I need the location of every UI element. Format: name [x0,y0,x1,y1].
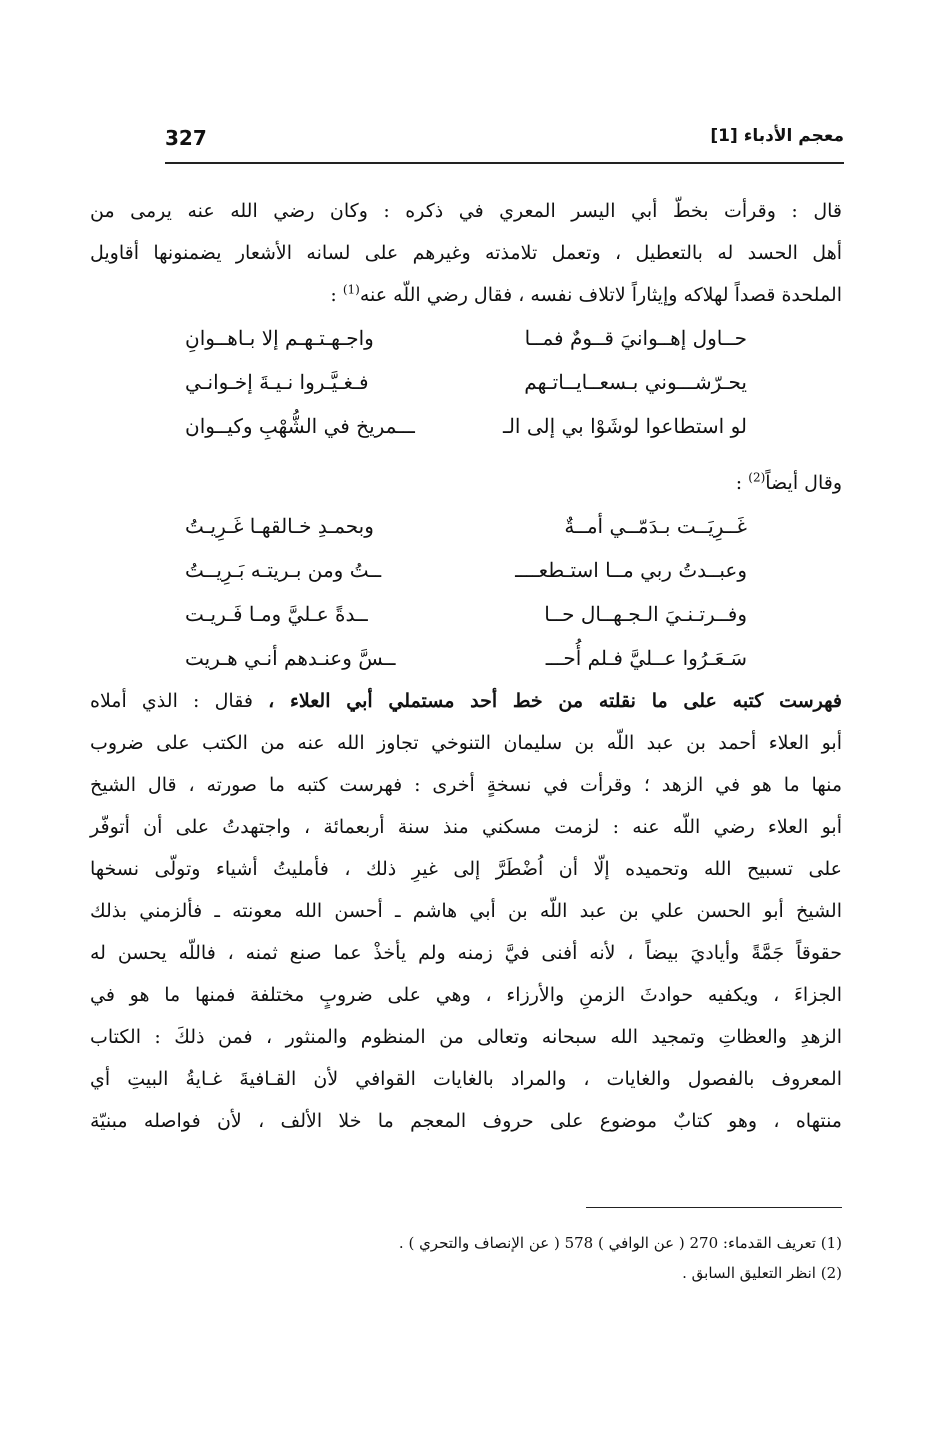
paragraph-2-line-1 [90,680,842,722]
poem-1-verse-2-second-hemistich: فـغـيَّـروا نـيـةَ إخـوانـي [185,370,369,394]
poem-2-verse [185,592,747,636]
paragraph-1-line-3 [90,274,842,316]
poem-1-verse [185,316,747,360]
poem-2-verse-4-first-hemistich: سَـعَـرُوا عــليَّ فـلم أُحـــ [545,646,747,670]
paragraph-2-line: حقوقاً جَمَّةً وأياديَ بيضاً ، لأنه أفنى فيَّ زمنه ولم يأخذْ عما صنع ثمنه ، فاللّه يحسن له [90,942,842,964]
paragraph-1 [90,190,842,316]
running-title: معجم الأدباء [1] [710,126,844,146]
footnote-1: (1) تعريف القدماء: 270 ( عن الوافي ) 578 ( عن الإنصاف والتحري ) . [398,1234,842,1252]
page-body [90,190,842,1142]
poem-2-verse-1-second-hemistich: وبحمـدِ خـالقهـا غَـرِيـتُ [185,514,374,538]
poem-1-verse-3-second-hemistich: ـــمريخ في الشُّهْبِ وكيــوان [185,414,415,438]
poem-2-intro-text: وقال أيضاً [765,472,842,494]
poem-2-intro [90,462,842,504]
footnote-ref-1[interactable]: (1) [342,282,360,297]
poem-2-verse-3-first-hemistich: وفــرتـنـيَ الـجـهــال حــا [544,602,747,626]
paragraph-2-line: أبو العلاء رضي اللّه عنه : لزمت مسكني منذ سنة أربعمائة ، واجتهدتُ على أن أتوفّر [90,816,842,838]
paragraph-2-line-1-rest: فقال : الذي أملاه [90,690,269,712]
page-number: 327 [165,126,207,150]
paragraph-2 [90,680,842,1142]
poem-2-verse [185,636,747,680]
catalogue-heading: فهرست كتبه على ما نقلته من خط أحد مستملي أبي العلاء ، [268,690,842,712]
paragraph-2-line: على تسبيح الله وتحميده إلّا أن اُضْطَرَّ إلى غيرِ ذلك ، فأمليتُ أشياء وتولّى نسخها [90,858,842,880]
footnotes [90,1228,842,1288]
poem-2-verse-4-second-hemistich: ــسَّ وعنـدهم أنـي هـريت [185,646,396,670]
poem-2-verse [185,504,747,548]
paragraph-1-line-2: أهل الحسد له بالتعطيل ، وتعمل تلامذته وغيرهم على لسانه الأشعار يضمنونها أقاويل [90,242,842,264]
paragraph-2-line: الجزاءَ ، ويكفيه حوادثَ الزمنِ والأرزاء ، وهي على ضروبٍ مختلفة فمنها ما هو في [90,984,842,1006]
poem-2-verse-1-first-hemistich: غَــرِيَــت بـدَمّــي أمــةٌ [564,514,747,538]
paragraph-1-line-1: قال : وقرأت بخطّ أبي اليسر المعري في ذكره : وكان رضي الله عنه يرمى من [90,200,842,222]
paragraph-2-line: أبو العلاء أحمد بن عبد اللّه بن سليمان التنوخي تجاوز الله عنه من الكتب على ضروب [90,732,842,754]
poem-2-verse-2-first-hemistich: وعبــدتُ ربي مــا استـطعــــ [515,558,747,582]
footnote-2: (2) انظر التعليق السابق . [682,1264,842,1282]
poem-2-verse [185,548,747,592]
poem-1-verse-1-second-hemistich: واجـهـتـهـم إلا بـاهــوانِ [185,326,374,350]
page-header [165,120,844,160]
paragraph-1-colon: : [330,284,343,306]
footnote-rule [586,1207,842,1208]
poem-2 [185,504,747,680]
poem-1-verse-1-first-hemistich: حــاول إهــوانيَ قــومٌ فمــا [524,326,747,350]
header-rule [165,162,844,164]
paragraph-2-line: منتهاه ، وهو كتابٌ موضوع على حروف المعجم ما خلا الألف ، لأن فواصله مبنيّة [90,1110,842,1132]
paragraph-2-line: منها ما هو في الزهد ؛ وقرأت في نسخةٍ أخرى : فهرست كتبه ما صورته ، قال الشيخ [90,774,842,796]
poem-1-verse-3-first-hemistich: لو استطاعوا لوشَوْا بي إلى الـ [502,414,747,438]
footnote-ref-2[interactable]: (2) [748,470,766,485]
poem-2-verse-2-second-hemistich: ــتُ ومن بـريتـه بَـرِيــتُ [185,558,382,582]
poem-1-verse [185,360,747,404]
poem-1-verse [185,404,747,448]
paragraph-2-line: الزهدِ والعظاتِ وتمجيد الله سبحانه وتعالى من المنظوم والمنثور ، فمن ذلكَ : الكتاب [90,1026,842,1048]
poem-1 [185,316,747,448]
paragraph-2-line: المعروف بالفصول والغايات ، والمراد بالغايات القوافي لأن القـافيةَ غـايةُ البيتِ أي [90,1068,842,1090]
poem-2-verse-3-second-hemistich: ــدةً عـليَّ ومـا فَـريـت [185,602,368,626]
poem-2-intro-colon: : [735,472,749,494]
paragraph-2-line: الشيخ أبو الحسن علي بن عبد اللّه بن أبي هاشم ـ أحسن الله معونته ـ فألزمني بذلك [90,900,842,922]
paragraph-1-last-text: الملحدة قصداً لهلاكه وإيثاراً لاتلاف نفسه ، فقال رضي اللّه عنه [359,284,842,306]
poem-1-verse-2-first-hemistich: يحـرّشـــوني بـسعــايــاتـهم [524,370,747,394]
